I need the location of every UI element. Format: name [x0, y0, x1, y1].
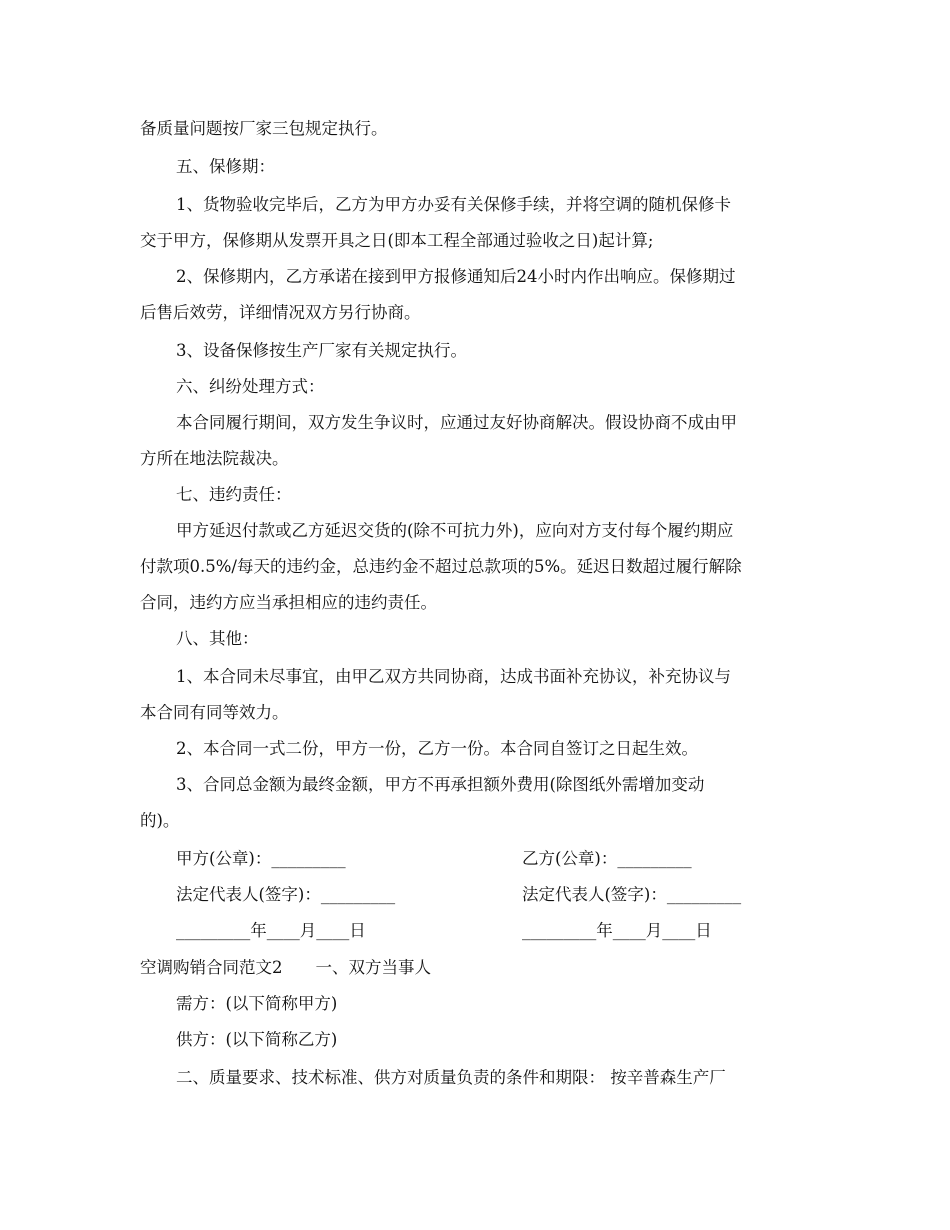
party-a-date: _________年____月____日: [176, 921, 366, 940]
section-heading: 七、违约责任：: [176, 485, 292, 504]
text-line: 交于甲方，保修期从发票开具之日(即本工程全部通过验收之日)起计算;: [140, 231, 654, 250]
text-line: 3、合同总金额为最终金额，甲方不再承担额外费用(除图纸外需增加变动: [176, 775, 705, 794]
party-b-seal: 乙方(公章)：_________: [522, 849, 692, 868]
party-b-representative: 法定代表人(签字)：_________: [522, 885, 742, 904]
party-b-date: _________年____月____日: [522, 921, 712, 940]
text-line: 备质量问题按厂家三包规定执行。: [140, 119, 388, 138]
text-line: 合同，违约方应当承担相应的违约责任。: [140, 593, 437, 612]
document-subtitle: 空调购销合同范文2 一、双方当事人: [140, 958, 431, 977]
section-heading: 六、纠纷处理方式：: [176, 377, 325, 396]
text-line: 本合同履行期间，双方发生争议时，应通过友好协商解决。假设协商不成由甲: [176, 413, 737, 432]
text-line: 甲方延迟付款或乙方延迟交货的(除不可抗力外)，应向对方支付每个履约期应: [176, 521, 734, 540]
text-line: 本合同有同等效力。: [140, 703, 289, 722]
text-line: 3、设备保修按生产厂家有关规定执行。: [176, 341, 467, 360]
text-line: 付款项0.5%/每天的违约金，总违约金不超过总款项的5%。延迟日数超过履行解除: [140, 557, 742, 576]
text-line: 需方：(以下简称甲方): [176, 994, 338, 1013]
text-line: 1、货物验收完毕后，乙方为甲方办妥有关保修手续，并将空调的随机保修卡: [176, 195, 731, 214]
text-line: 方所在地法院裁决。: [140, 449, 289, 468]
text-line: 后售后效劳，详细情况双方另行协商。: [140, 303, 421, 322]
section-heading: 八、其他：: [176, 629, 259, 648]
text-line: 二、质量要求、技术标准、供方对质量负责的条件和期限： 按辛普森生产厂: [176, 1068, 726, 1087]
party-a-representative: 法定代表人(签字)：_________: [176, 885, 396, 904]
section-heading: 五、保修期：: [176, 157, 275, 176]
text-line: 2、保修期内，乙方承诺在接到甲方报修通知后24小时内作出响应。保修期过: [176, 267, 736, 286]
text-line: 2、本合同一式二份，甲方一份，乙方一份。本合同自签订之日起生效。: [176, 739, 698, 758]
text-line: 1、本合同未尽事宜，由甲乙双方共同协商，达成书面补充协议，补充协议与: [176, 667, 731, 686]
party-a-seal: 甲方(公章)：_________: [176, 849, 346, 868]
text-line: 的)。: [140, 811, 180, 830]
text-line: 供方：(以下简称乙方): [176, 1030, 338, 1049]
